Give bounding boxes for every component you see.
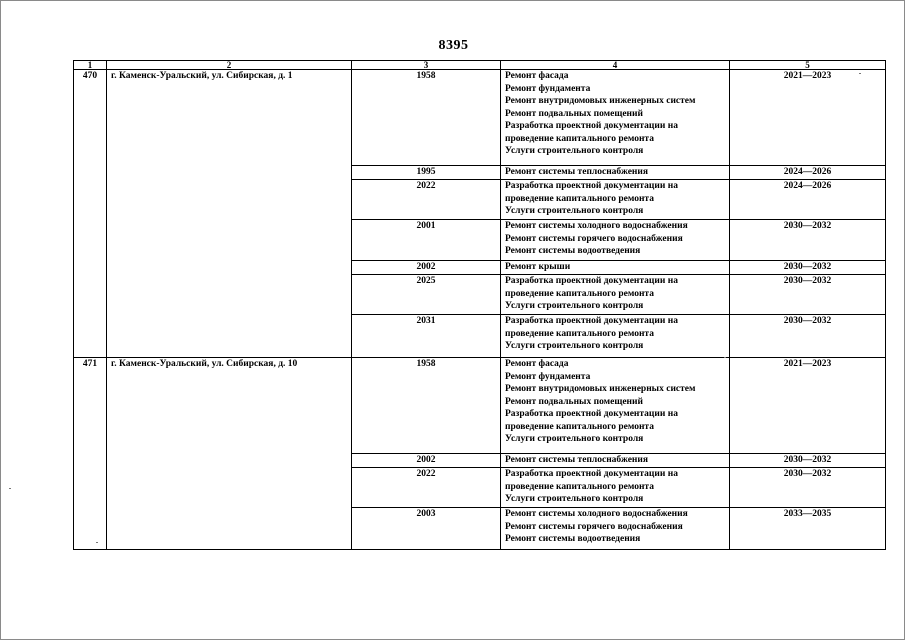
object-number-cell: 471 (74, 358, 107, 550)
period-cell: 2024—2026 (730, 180, 886, 220)
column-header: 3 (352, 61, 501, 70)
year-cell: 1995 (352, 166, 501, 180)
year-cell: 2001 (352, 220, 501, 261)
work-item: проведение капитального ремонта (505, 328, 654, 339)
works-cell (501, 180, 730, 220)
work-item: Разработка проектной документации на (505, 409, 678, 419)
work-item: Разработка проектной документации на (505, 181, 678, 191)
page-number: 8395 (438, 38, 469, 53)
work-item: Услуги строительного контроля (505, 434, 644, 444)
work-item: Разработка проектной документации на (505, 316, 678, 326)
year-cell: 2002 (352, 261, 501, 275)
period-cell: 2030—2032 (730, 454, 886, 468)
work-item: Ремонт внутридомовых инженерных систем (505, 384, 696, 394)
works-cell (501, 166, 730, 180)
work-item: Разработка проектной документации на (505, 121, 678, 131)
works-cell (501, 220, 730, 261)
scan-speck (724, 357, 726, 358)
work-item: проведение капитального ремонта (505, 193, 654, 204)
work-item: Ремонт фасада (505, 359, 569, 369)
works-cell (501, 358, 730, 454)
work-item: Разработка проектной документации на (505, 469, 678, 479)
work-item: Ремонт системы теплоснабжения (505, 167, 649, 177)
table-header-row (74, 61, 886, 70)
column-header: 2 (107, 61, 352, 70)
work-item: Ремонт системы водоотведения (505, 246, 641, 256)
work-item: Ремонт системы водоотведения (505, 534, 641, 544)
table-row (74, 358, 886, 454)
work-item: Услуги строительного контроля (505, 206, 644, 216)
address-cell: г. Каменск-Уральский, ул. Сибирская, д. 1 (107, 70, 352, 358)
period-cell: 2030—2032 (730, 315, 886, 358)
work-item: Ремонт системы горячего водоснабжения (505, 521, 683, 532)
year-cell: 2022 (352, 180, 501, 220)
year-cell: 2031 (352, 315, 501, 358)
works-cell (501, 275, 730, 315)
works-cell (501, 70, 730, 166)
work-item: проведение капитального ремонта (505, 481, 654, 492)
works-cell (501, 261, 730, 275)
scan-speck (859, 73, 861, 74)
work-item: Ремонт фасада (505, 71, 569, 81)
work-item: Ремонт подвальных помещений (505, 396, 643, 407)
period-cell: 2030—2032 (730, 261, 886, 275)
work-item: проведение капитального ремонта (505, 133, 654, 144)
work-item: Услуги строительного контроля (505, 494, 644, 504)
scan-speck (96, 542, 98, 543)
year-cell: 2003 (352, 508, 501, 550)
work-item: Ремонт крыши (505, 262, 571, 272)
table-body (74, 70, 886, 550)
work-item: Ремонт подвальных помещений (505, 108, 643, 119)
period-cell: 2021—2023 (730, 70, 886, 166)
repair-schedule-table (73, 60, 886, 550)
period-cell: 2021—2023 (730, 358, 886, 454)
year-cell: 2025 (352, 275, 501, 315)
object-number-cell: 470 (74, 70, 107, 358)
work-item: Ремонт фундамента (505, 371, 591, 382)
period-cell: 2030—2032 (730, 468, 886, 508)
work-item: Ремонт системы холодного водоснабжения (505, 509, 688, 519)
works-cell (501, 508, 730, 550)
period-cell: 2033—2035 (730, 508, 886, 550)
year-cell: 2002 (352, 454, 501, 468)
works-cell (501, 468, 730, 508)
period-cell: 2024—2026 (730, 166, 886, 180)
year-cell: 1958 (352, 70, 501, 166)
work-item: Услуги строительного контроля (505, 146, 644, 156)
work-item: Услуги строительного контроля (505, 341, 644, 351)
period-cell: 2030—2032 (730, 220, 886, 261)
works-cell (501, 454, 730, 468)
table-row (74, 70, 886, 166)
scan-speck (9, 488, 11, 489)
column-header: 4 (501, 61, 730, 70)
year-cell: 1958 (352, 358, 501, 454)
work-item: Ремонт фундамента (505, 83, 591, 94)
work-item: Ремонт системы горячего водоснабжения (505, 233, 683, 244)
work-item: проведение капитального ремонта (505, 288, 654, 299)
work-item: Ремонт внутридомовых инженерных систем (505, 96, 696, 106)
work-item: Ремонт системы холодного водоснабжения (505, 221, 688, 231)
work-item: Ремонт системы теплоснабжения (505, 455, 649, 465)
year-cell: 2022 (352, 468, 501, 508)
works-cell (501, 315, 730, 358)
work-item: Разработка проектной документации на (505, 276, 678, 286)
work-item: проведение капитального ремонта (505, 421, 654, 432)
address-cell: г. Каменск-Уральский, ул. Сибирская, д. 10 (107, 358, 352, 550)
column-header: 1 (74, 61, 107, 70)
work-item: Услуги строительного контроля (505, 301, 644, 311)
column-header: 5 (730, 61, 886, 70)
period-cell: 2030—2032 (730, 275, 886, 315)
